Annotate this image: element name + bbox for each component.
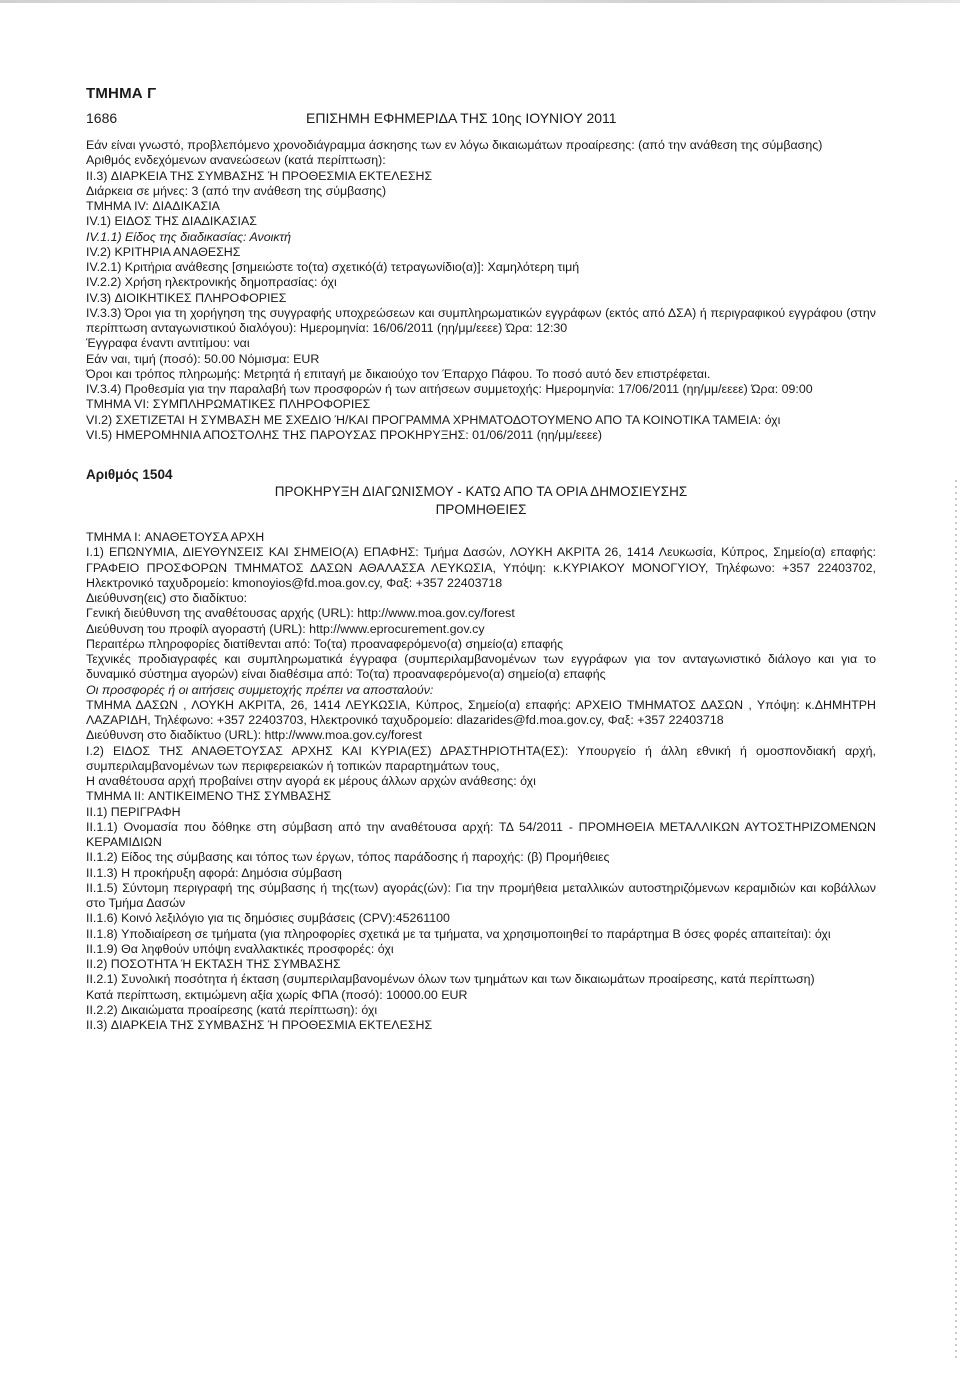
text-line: IV.3.4) Προθεσμία για την παραλαβή των προσφορών ή των αιτήσεων συμμετοχής: Ημερομηνία: 17/06/2011 (ηη/μμ/εεεε) Ώρα: 09:00 xyxy=(86,382,813,396)
text-line: II.2.1) Συνολική ποσότητα ή έκταση (συμπεριλαμβανομένων όλων των τμημάτων και των δικαιωμάτων προαίρεσης, κατά περίπτωση) xyxy=(86,972,815,987)
text-line: Όροι και τρόπος πληρωμής: Μετρητά ή επιταγή με δικαιούχο τον Έπαρχο Πάφου. Το ποσό αυτό δεν επιστρέφεται. xyxy=(86,366,711,381)
text-line: II.1.5) Σύντομη περιγραφή της σύμβασης ή της(των) αγοράς(ών): Για την προμήθεια μεταλλικών αυτοστηριζόμενων κεραμιδιών και κοβάλλων στο Τμήμα Δασών xyxy=(86,880,876,910)
text-line: Διεύθυνση στο διαδίκτυο (URL): http://www.moa.gov.cy/forest xyxy=(86,728,422,743)
text-line: Η αναθέτουσα αρχή προβαίνει στην αγορά εκ μέρους άλλων αρχών ανάθεσης: όχι xyxy=(86,774,536,788)
scan-edge-right xyxy=(955,480,957,1360)
section-heading: ΤΜΗΜΑ VI: ΣΥΜΠΛΗΡΩΜΑΤΙΚΕΣ ΠΛΗΡΟΦΟΡΙΕΣ xyxy=(86,397,371,412)
text-line: Κατά περίπτωση, εκτιμώμενη αξία χωρίς ΦΠΑ (ποσό): 10000.00 EUR xyxy=(86,987,468,1002)
text-line: Διεύθυνση του προφίλ αγοραστή (URL): http://www.eprocurement.gov.cy xyxy=(86,621,485,636)
text-line: II.1.6) Κοινό λεξιλόγιο για τις δημόσιες συμβάσεις (CPV):45261100 xyxy=(86,911,450,926)
text-line: Εάν είναι γνωστό, προβλεπόμενο χρονοδιάγραμμα άσκησης των εν λόγω δικαιωμάτων προαίρεσης: (από την ανάθεση της σύμβασης) xyxy=(86,138,823,152)
page-number: 1686 xyxy=(86,110,118,126)
text-line: IV.2.1) Κριτήρια ανάθεσης [σημειώστε το(τα) σχετικό(ά) τετραγωνίδιο(α)]: Χαμηλότερη τιμή xyxy=(86,260,580,274)
text-line: IV.3) ΔΙΟΙΚΗΤΙΚΕΣ ΠΛΗΡΟΦΟΡΙΕΣ xyxy=(86,290,287,305)
tender-notice xyxy=(86,530,876,1033)
text-line: Γενική διεύθυνση της αναθέτουσας αρχής (URL): http://www.moa.gov.cy/forest xyxy=(86,606,515,621)
text-line: II.1.8) Υποδιαίρεση σε τμήματα (για πληροφορίες σχετικά με τα τμήματα, να χρησιμοποιηθεί το παράρτημα Β όσες φορές απαιτείται): όχι xyxy=(86,926,831,941)
text-line: Τεχνικές προδιαγραφές και συμπληρωματικά έγγραφα (συμπεριλαμβανομένων των εγγράφων για τον ανταγωνιστικό διάλογο και για το δυναμικό σύστημα αγορών) είναι διαθέσιμα από: Το(τα) προαναφερόμενο(α) σημείο(α) επαφής xyxy=(86,652,876,682)
text-line: Περαιτέρω πληροφορίες διατίθενται από: Το(τα) προαναφερόμενο(α) σημείο(α) επαφής xyxy=(86,636,564,651)
text-line: IV.2) ΚΡΙΤΗΡΙΑ ΑΝΑΘΕΣΗΣ xyxy=(86,244,241,259)
text-line: II.3) ΔΙΑΡΚΕΙΑ ΤΗΣ ΣΥΜΒΑΣΗΣ Ή ΠΡΟΘΕΣΜΙΑ ΕΚΤΕΛΕΣΗΣ xyxy=(86,168,433,183)
text-line: Οι προσφορές ή οι αιτήσεις συμμετοχής πρέπει να αποσταλούν: xyxy=(86,682,434,697)
announcement-number: Αριθμός 1504 xyxy=(86,467,173,482)
section-heading: ΤΜΗΜΑ II: ΑΝΤΙΚΕΙΜΕΝΟ ΤΗΣ ΣΥΜΒΑΣΗΣ xyxy=(86,789,332,804)
text-line: ΤΜΗΜΑ ΔΑΣΩΝ , ΛΟΥΚΗ ΑΚΡΙΤΑ, 26, 1414 ΛΕΥΚΩΣΙΑ, Κύπρος, Σημείο(α) επαφής: ΑΡΧΕΙΟ ΤΜΗΜΑΤΟΣ ΔΑΣΩΝ , Υπόψη: κ.ΔΗΜΗΤΡΗ ΛΑΖΑΡΙΔΗ, Τηλέφωνο: +357 22403703, Ηλεκτρονικό ταχυδρομείο: dlazarides@fd.moa.gov.cy, Φαξ: +357 22403718 xyxy=(86,697,876,727)
text-line: Εάν ναι, τιμή (ποσό): 50.00 Νόμισμα: EUR xyxy=(86,351,320,366)
section-heading: ΤΜΗΜΑ IV: ΔΙΑΔΙΚΑΣΙΑ xyxy=(86,199,220,213)
text-line: II.1) ΠΕΡΙΓΡΑΦΗ xyxy=(86,804,181,819)
text-line: II.1.9) Θα ληφθούν υπόψη εναλλακτικές προσφορές: όχι xyxy=(86,941,394,956)
scan-edge-top xyxy=(0,0,960,3)
text-line: I.2) ΕΙΔΟΣ ΤΗΣ ΑΝΑΘΕΤΟΥΣΑΣ ΑΡΧΗΣ ΚΑΙ ΚΥΡΙΑ(ΕΣ) ΔΡΑΣΤΗΡΙΟΤΗΤΑ(ΕΣ): Υπουργείο ή άλλη εθνική ή ομοσπονδιακή αρχή, συμπεριλαμβανομένων των περιφερειακών ή τοπικών παραρτημάτων τους, xyxy=(86,743,876,773)
text-line: II.1.1) Ονομασία που δόθηκε στη σύμβαση από την αναθέτουσα αρχή: ΤΔ 54/2011 - ΠΡΟΜΗΘΕΙΑ ΜΕΤΑΛΛΙΚΩΝ ΑΥΤΟΣΤΗΡΙΖΟΜΕΝΩΝ ΚΕΡΑΜΙΔΙΩΝ xyxy=(86,819,876,849)
text-line: II.2.2) Δικαιώματα προαίρεσης (κατά περίπτωση): όχι xyxy=(86,1002,378,1017)
text-line: VI.5) ΗΜΕΡΟΜΗΝΙΑ ΑΠΟΣΤΟΛΗΣ ΤΗΣ ΠΑΡΟΥΣΑΣ ΠΡΟΚΗΡΥΞΗΣ: 01/06/2011 (ηη/μμ/εεεε) xyxy=(86,427,603,442)
document-body xyxy=(86,138,876,1033)
announcement-header xyxy=(86,467,876,501)
text-line: Έγγραφα έναντι αντιτίμου: ναι xyxy=(86,336,250,351)
previous-notice-continuation xyxy=(86,138,876,443)
section-heading: ΤΜΗΜΑ I: ΑΝΑΘΕΤΟΥΣΑ ΑΡΧΗ xyxy=(86,530,265,544)
text-line: VI.2) ΣΧΕΤΙΖΕΤΑΙ Η ΣΥΜΒΑΣΗ ΜΕ ΣΧΕΔΙΟ Ή/ΚΑΙ ΠΡΟΓΡΑΜΜΑ ΧΡΗΜΑΤΟΔΟΤΟΥΜΕΝΟ ΑΠΟ ΤΑ ΚΟΙΝΟΤΙΚΑ ΤΑΜΕΙΑ: όχι xyxy=(86,412,781,427)
text-line: I.1) ΕΠΩΝΥΜΙΑ, ΔΙΕΥΘΥΝΣΕΙΣ ΚΑΙ ΣΗΜΕΙΟ(Α) ΕΠΑΦΗΣ: Τμήμα Δασών, ΛΟΥΚΗ ΑΚΡΙΤΑ 26, 1414 Λευκωσία, Κύπρος, Σημείο(α) επαφής: ΓΡΑΦΕΙΟ ΠΡΟΣΦΟΡΩΝ ΤΜΗΜΑΤΟΣ ΔΑΣΩΝ ΑΘΑΛΑΣΣΑ ΛΕΥΚΩΣΙΑ, Υπόψη: κ.ΚΥΡΙΑΚΟΥ ΜΟΝΟΓΥΙΟΥ, Τηλέφωνο: +357 22403702, Ηλεκτρονικό ταχυδρομείο: kmonoyios@fd.moa.gov.cy, Φαξ: +357 22403718 xyxy=(86,545,876,590)
text-line: IV.3.3) Όροι για τη χορήγηση της συγγραφής υποχρεώσεων και συμπληρωματικών εγγράφων (εκτός από ΔΣΑ) ή περιγραφικού εγγράφου (στην περίπτωση ανταγωνιστικού διαλόγου): Ημερομηνία: 16/06/2011 (ηη/μμ/εεεε) Ώρα: 12:30 xyxy=(86,305,876,335)
text-line: Διεύθυνση(εις) στο διαδίκτυο: xyxy=(86,591,248,605)
text-line: IV.2.2) Χρήση ηλεκτρονικής δημοπρασίας: όχι xyxy=(86,275,337,290)
announcement-subtitle: ΠΡΟΜΗΘΕΙΕΣ xyxy=(435,502,527,517)
text-line: II.2) ΠΟΣΟΤΗΤΑ Ή ΕΚΤΑΣΗ ΤΗΣ ΣΥΜΒΑΣΗΣ xyxy=(86,957,341,971)
gazette-title: ΕΠΙΣΗΜΗ ΕΦΗΜΕΡΙΔΑ ΤΗΣ 10ης ΙΟΥΝΙΟΥ 2011 xyxy=(306,110,617,126)
text-line: II.3) ΔΙΑΡΚΕΙΑ ΤΗΣ ΣΥΜΒΑΣΗΣ Ή ΠΡΟΘΕΣΜΙΑ ΕΚΤΕΛΕΣΗΣ xyxy=(86,1018,433,1032)
text-line: IV.1) ΕΙΔΟΣ ΤΗΣ ΔΙΑΔΙΚΑΣΙΑΣ xyxy=(86,214,257,229)
text-line: II.1.2) Είδος της σύμβασης και τόπος των έργων, τόπος παράδοσης ή παροχής: (β) Προμήθειες xyxy=(86,850,610,865)
text-line: Αριθμός ενδεχόμενων ανανεώσεων (κατά περίπτωση): xyxy=(86,153,386,168)
text-line: Διάρκεια σε μήνες: 3 (από την ανάθεση της σύμβασης) xyxy=(86,183,387,198)
announcement-title: ΠΡΟΚΗΡΥΞΗ ΔΙΑΓΩΝΙΣΜΟΥ - ΚΑΤΩ ΑΠΟ ΤΑ ΟΡΙΑ ΔΗΜΟΣΙΕΥΣΗΣ xyxy=(274,484,688,499)
section-label: ΤΜΗΜΑ Γ xyxy=(86,85,157,102)
text-line: IV.1.1) Είδος της διαδικασίας: Ανοικτή xyxy=(86,229,292,244)
text-line: II.1.3) Η προκήρυξη αφορά: Δημόσια σύμβαση xyxy=(86,865,342,880)
